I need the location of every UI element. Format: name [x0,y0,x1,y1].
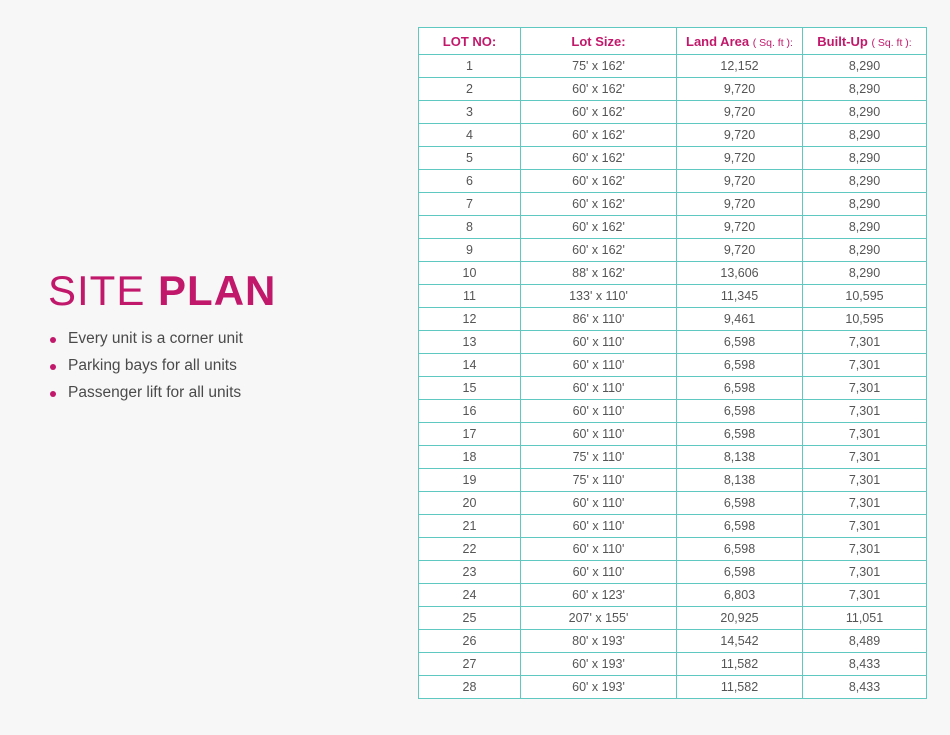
table-row [419,607,927,630]
cell-lot-size: 60' x 193' [521,676,677,699]
table-body [419,55,927,699]
feature-list [48,330,378,402]
cell-lot-size: 60' x 162' [521,101,677,124]
cell-land-area: 9,720 [677,101,803,124]
column-header-unit: ( Sq. ft ): [871,36,912,49]
cell-built-up: 7,301 [803,515,927,538]
table-row [419,630,927,653]
table-row [419,331,927,354]
cell-lot-no: 24 [419,584,521,607]
page-title-part-two: PLAN [158,267,277,314]
cell-built-up: 8,433 [803,653,927,676]
table-row [419,239,927,262]
cell-lot-size: 60' x 162' [521,147,677,170]
cell-lot-no: 10 [419,262,521,285]
table-header-row [419,28,927,55]
table-row [419,584,927,607]
cell-built-up: 7,301 [803,377,927,400]
cell-built-up: 8,290 [803,78,927,101]
cell-built-up: 7,301 [803,469,927,492]
table-row [419,216,927,239]
cell-land-area: 6,598 [677,515,803,538]
cell-land-area: 6,598 [677,423,803,446]
cell-lot-no: 22 [419,538,521,561]
table-row [419,308,927,331]
cell-lot-no: 16 [419,400,521,423]
cell-lot-size: 60' x 162' [521,216,677,239]
cell-lot-size: 80' x 193' [521,630,677,653]
cell-built-up: 7,301 [803,400,927,423]
cell-land-area: 14,542 [677,630,803,653]
table-row [419,400,927,423]
cell-land-area: 6,598 [677,400,803,423]
feature-text: Passenger lift for all units [68,384,242,401]
column-header-label: LOT NO: [442,33,497,49]
table-row [419,676,927,699]
cell-lot-no: 6 [419,170,521,193]
table-row [419,262,927,285]
column-header-label: Land Area [686,33,750,49]
cell-land-area: 9,720 [677,147,803,170]
cell-lot-size: 60' x 162' [521,170,677,193]
cell-land-area: 11,582 [677,653,803,676]
cell-built-up: 7,301 [803,561,927,584]
table-row [419,377,927,400]
cell-lot-no: 13 [419,331,521,354]
table-row [419,538,927,561]
cell-lot-no: 25 [419,607,521,630]
cell-lot-no: 7 [419,193,521,216]
cell-lot-size: 133' x 110' [521,285,677,308]
cell-built-up: 8,290 [803,239,927,262]
cell-lot-no: 23 [419,561,521,584]
cell-built-up: 7,301 [803,331,927,354]
cell-lot-no: 18 [419,446,521,469]
cell-lot-size: 60' x 110' [521,538,677,561]
cell-land-area: 9,720 [677,78,803,101]
table-row [419,170,927,193]
cell-land-area: 9,720 [677,239,803,262]
cell-built-up: 7,301 [803,538,927,561]
table-row [419,124,927,147]
cell-built-up: 8,433 [803,676,927,699]
cell-land-area: 20,925 [677,607,803,630]
cell-lot-no: 4 [419,124,521,147]
table-header [419,28,927,55]
list-item [48,357,378,375]
table-row [419,515,927,538]
table-row [419,101,927,124]
cell-built-up: 7,301 [803,354,927,377]
list-item [48,330,378,348]
table-row [419,423,927,446]
column-header-land-area [677,28,803,55]
table-row [419,446,927,469]
column-header-label: Lot Size: [571,33,626,49]
cell-lot-size: 75' x 110' [521,469,677,492]
cell-lot-size: 60' x 162' [521,124,677,147]
cell-built-up: 11,051 [803,607,927,630]
cell-land-area: 13,606 [677,262,803,285]
cell-built-up: 10,595 [803,285,927,308]
table-row [419,354,927,377]
feature-text: Parking bays for all units [68,357,237,374]
cell-lot-size: 75' x 162' [521,55,677,78]
cell-lot-size: 60' x 110' [521,561,677,584]
cell-lot-no: 28 [419,676,521,699]
table-row [419,285,927,308]
cell-built-up: 8,290 [803,124,927,147]
page-title-part-one: SITE [48,267,159,314]
cell-lot-no: 1 [419,55,521,78]
cell-lot-no: 11 [419,285,521,308]
cell-built-up: 8,489 [803,630,927,653]
cell-land-area: 12,152 [677,55,803,78]
cell-lot-size: 86' x 110' [521,308,677,331]
lot-table-container [418,27,926,699]
cell-lot-no: 15 [419,377,521,400]
table-row [419,653,927,676]
column-header-unit: ( Sq. ft ): [752,36,793,49]
feature-text: Every unit is a corner unit [68,330,243,347]
cell-lot-no: 12 [419,308,521,331]
column-header-lot-no [419,28,521,55]
cell-land-area: 9,720 [677,124,803,147]
cell-built-up: 8,290 [803,262,927,285]
cell-lot-no: 26 [419,630,521,653]
cell-land-area: 6,598 [677,354,803,377]
cell-lot-no: 17 [419,423,521,446]
table-row [419,55,927,78]
cell-land-area: 6,598 [677,492,803,515]
cell-built-up: 8,290 [803,147,927,170]
cell-lot-no: 2 [419,78,521,101]
cell-lot-size: 60' x 162' [521,239,677,262]
cell-lot-no: 19 [419,469,521,492]
column-header-built-up [803,28,927,55]
column-header-label: Built-Up [817,33,868,49]
cell-lot-size: 60' x 193' [521,653,677,676]
cell-lot-size: 60' x 110' [521,377,677,400]
table-row [419,193,927,216]
cell-lot-no: 20 [419,492,521,515]
cell-built-up: 8,290 [803,170,927,193]
cell-land-area: 6,598 [677,331,803,354]
cell-lot-size: 60' x 110' [521,515,677,538]
cell-lot-size: 88' x 162' [521,262,677,285]
cell-lot-no: 5 [419,147,521,170]
cell-built-up: 7,301 [803,584,927,607]
cell-built-up: 8,290 [803,55,927,78]
cell-lot-no: 8 [419,216,521,239]
page-title [48,267,378,314]
cell-built-up: 8,290 [803,193,927,216]
cell-lot-no: 21 [419,515,521,538]
cell-built-up: 10,595 [803,308,927,331]
cell-land-area: 8,138 [677,446,803,469]
cell-lot-no: 14 [419,354,521,377]
table-row [419,78,927,101]
cell-land-area: 6,598 [677,377,803,400]
cell-lot-size: 60' x 110' [521,331,677,354]
left-info-panel [48,267,378,411]
cell-land-area: 8,138 [677,469,803,492]
cell-lot-size: 60' x 162' [521,193,677,216]
cell-land-area: 9,720 [677,193,803,216]
cell-built-up: 8,290 [803,101,927,124]
cell-lot-size: 60' x 110' [521,492,677,515]
cell-lot-no: 27 [419,653,521,676]
table-row [419,492,927,515]
cell-lot-no: 9 [419,239,521,262]
list-item [48,384,378,402]
cell-land-area: 9,720 [677,216,803,239]
cell-land-area: 9,461 [677,308,803,331]
cell-built-up: 8,290 [803,216,927,239]
lot-table [418,27,927,699]
cell-lot-size: 60' x 110' [521,400,677,423]
cell-built-up: 7,301 [803,492,927,515]
table-row [419,147,927,170]
cell-land-area: 6,598 [677,561,803,584]
cell-built-up: 7,301 [803,446,927,469]
cell-built-up: 7,301 [803,423,927,446]
cell-lot-size: 60' x 162' [521,78,677,101]
cell-land-area: 6,803 [677,584,803,607]
cell-lot-size: 60' x 110' [521,354,677,377]
table-row [419,561,927,584]
cell-lot-size: 60' x 123' [521,584,677,607]
table-row [419,469,927,492]
cell-land-area: 6,598 [677,538,803,561]
cell-lot-no: 3 [419,101,521,124]
cell-lot-size: 75' x 110' [521,446,677,469]
cell-land-area: 11,582 [677,676,803,699]
cell-land-area: 9,720 [677,170,803,193]
cell-lot-size: 60' x 110' [521,423,677,446]
column-header-lot-size [521,28,677,55]
cell-lot-size: 207' x 155' [521,607,677,630]
cell-land-area: 11,345 [677,285,803,308]
